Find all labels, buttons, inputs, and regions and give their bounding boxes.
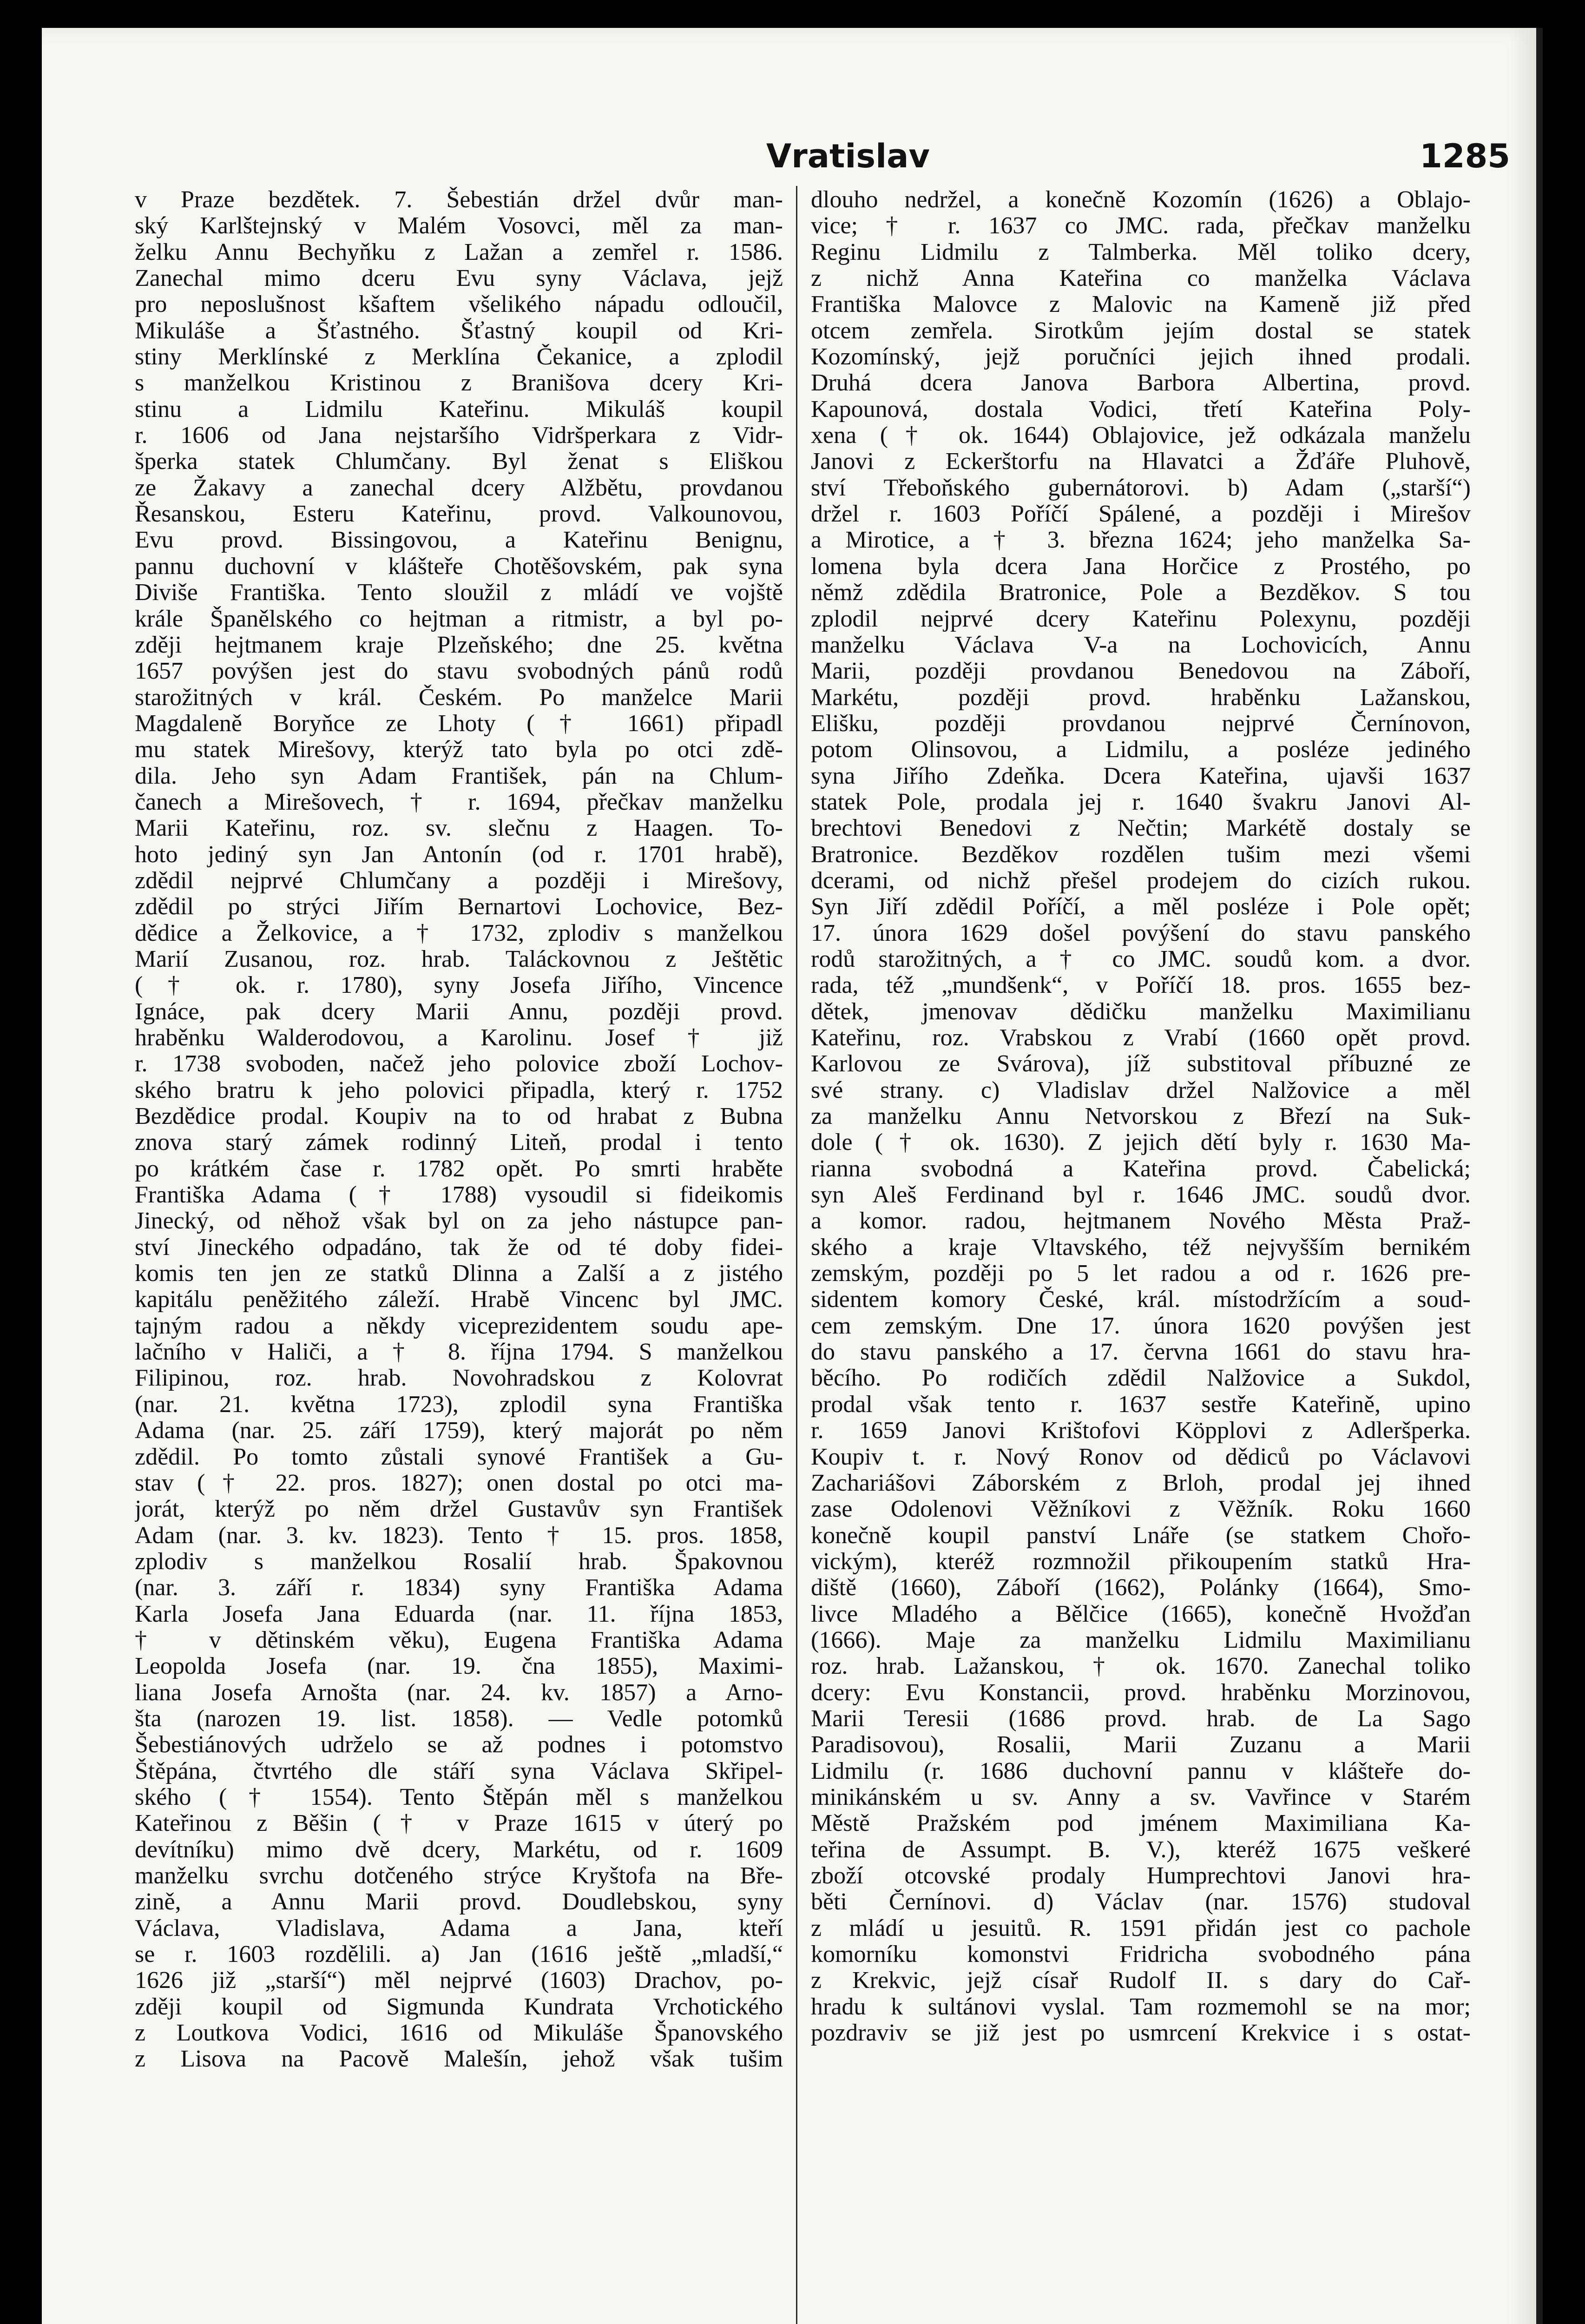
text-line: šta (narozen 19. list. 1858). — Vedle potomků — [135, 1705, 783, 1732]
text-line: Šebestiánových udrželo se až podnes i potomstvo — [135, 1732, 783, 1758]
text-line: vickým), kteréž rozmnožil přikoupením statků Hra- — [811, 1548, 1471, 1575]
text-line: ství Třeboňského gubernátorovi. b) Adam („starší“) — [811, 475, 1471, 501]
text-line: z Lisova na Pacově Malešín, jehož však tušim — [135, 2046, 783, 2073]
text-line: syna Jiřího Zdeňka. Dcera Kateřina, ujavši 1637 — [811, 763, 1471, 789]
text-line: (nar. 21. května 1723), zplodil syna Františka — [135, 1391, 783, 1418]
text-line: krále Španělského co hejtman a ritmistr, a byl po- — [135, 606, 783, 632]
text-line: sidentem komory České, král. místodržícím a soud- — [811, 1287, 1471, 1313]
text-line: a Mirotice, a † 3. března 1624; jeho manželka Sa- — [811, 527, 1471, 554]
text-line: brechtovi Benedovi z Nečtin; Markétě dostaly se — [811, 815, 1471, 842]
text-line: otcem zemřela. Sirotkům jejím dostal se statek — [811, 317, 1471, 344]
text-line: ský Karlštejnský v Malém Vosovci, měl za man- — [135, 213, 783, 239]
text-line: Magdaleně Boryňce ze Lhoty († 1661) připadl — [135, 710, 783, 737]
left-column — [135, 187, 783, 2073]
text-line: teřina de Assumpt. B. V.), kteréž 1675 veškeré — [811, 1836, 1471, 1863]
text-line: zplodiv s manželkou Rosalií hrab. Špakovnou — [135, 1548, 783, 1575]
text-line: r. 1659 Janovi Krištofovi Köpplovi z Adleršperka. — [811, 1418, 1471, 1444]
text-line: Františka Adama († 1788) vysoudil si fideikomis — [135, 1182, 783, 1208]
text-line: Marii Kateřinu, roz. sv. slečnu z Haagen. To- — [135, 815, 783, 842]
text-line: Jinecký, od něhož však byl on za jeho nástupce pan- — [135, 1208, 783, 1235]
text-line: v Praze bezdětek. 7. Šebestián držel dvůr man- — [135, 187, 783, 213]
text-line: Kozomínský, jejž poručníci jejich ihned prodali. — [811, 344, 1471, 370]
text-line: ského bratru k jeho polovici připadla, který r. 1752 — [135, 1077, 783, 1103]
text-line: z Krekvic, jejž císař Rudolf II. s dary do Cař- — [811, 1967, 1471, 1994]
text-line: s manželkou Kristinou z Branišova dcery Kri- — [135, 370, 783, 396]
text-line: běcího. Po rodičích zdědil Nalžovice a Sukdol, — [811, 1365, 1471, 1392]
text-line: rada, též „mundšenk“, v Poříčí 18. pros. 1655 bez- — [811, 972, 1471, 999]
text-line: dětek, jmenovav dědičku manželku Maximilianu — [811, 998, 1471, 1025]
text-line: Bezdědice prodal. Koupiv na to od hrabat z Bubna — [135, 1103, 783, 1130]
text-line: rianna svobodná a Kateřina provd. Čabelická; — [811, 1155, 1471, 1182]
text-line: Evu provd. Bissingovou, a Kateřinu Benignu, — [135, 527, 783, 554]
text-line: Kateřinou z Běšin († v Praze 1615 v úterý po — [135, 1810, 783, 1837]
text-line: cem zemským. Dne 17. února 1620 povýšen jest — [811, 1313, 1471, 1339]
text-line: dila. Jeho syn Adam František, pán na Chlum- — [135, 763, 783, 789]
text-line: Františka Malovce z Malovic na Kameně již před — [811, 291, 1471, 318]
text-line: zase Odolenovi Věžníkovi z Věžník. Roku 1660 — [811, 1496, 1471, 1523]
running-title: Vratislav — [766, 137, 930, 175]
text-line: Druhá dcera Janova Barbora Albertina, provd. — [811, 370, 1471, 396]
text-line: Ignáce, pak dcery Marii Annu, později provd. — [135, 998, 783, 1025]
text-line: Koupiv t. r. Nový Ronov od dědiců po Václavovi — [811, 1444, 1471, 1470]
text-line: zině, a Annu Marii provd. Doudlebskou, syny — [135, 1889, 783, 1915]
text-line: ského a kraje Vltavského, též nejvyšším bernikém — [811, 1234, 1471, 1261]
text-line: († ok. r. 1780), syny Josefa Jiřího, Vincence — [135, 972, 783, 999]
text-line: lomena byla dcera Jana Horčice z Prostého, po — [811, 553, 1471, 580]
text-line: 17. února 1629 došel povýšení do stavu panského — [811, 920, 1471, 946]
text-line: (nar. 3. září r. 1834) syny Františka Adama — [135, 1575, 783, 1601]
text-line: hraběnku Walderodovou, a Karolinu. Josef † již — [135, 1025, 783, 1051]
text-line: lačního v Haliči, a † 8. října 1794. S manželkou — [135, 1339, 783, 1366]
text-line: čanech a Mirešovech, † r. 1694, přečkav manželku — [135, 789, 783, 815]
column-divider — [796, 186, 797, 2324]
text-line: stinu a Lidmilu Kateřinu. Mikuláš koupil — [135, 396, 783, 423]
text-line: po krátkém čase r. 1782 opět. Po smrti hraběte — [135, 1155, 783, 1182]
right-column — [811, 187, 1471, 2046]
text-line: pannu duchovní v klášteře Chotěšovském, pak syna — [135, 553, 783, 580]
text-line: Diviše Františka. Tento sloužil z mládí ve vojště — [135, 580, 783, 606]
text-line: z nichž Anna Kateřina co manželka Václava — [811, 265, 1471, 292]
text-line: manželku Václava V-a na Lochovicích, Annu — [811, 632, 1471, 658]
text-line: dole († ok. 1630). Z jejich dětí byly r. 1630 Ma- — [811, 1129, 1471, 1156]
text-line: Kapounová, dostala Vodici, třetí Kateřina Poly- — [811, 396, 1471, 423]
text-line: němž zdědila Bratronice, Pole a Bezděkov. S tou — [811, 580, 1471, 606]
text-line: ského († 1554). Tento Štěpán měl s manželkou — [135, 1784, 783, 1810]
text-line: potom Olinsovou, a Lidmilu, a posléze jediného — [811, 737, 1471, 763]
text-line: manželku svrchu dotčeného strýce Kryštofa na Bře- — [135, 1863, 783, 1889]
text-line: dlouho nedržel, a konečně Kozomín (1626) a Oblajo- — [811, 187, 1471, 213]
text-line: Městě Pražském pod jménem Maximiliana Ka- — [811, 1810, 1471, 1837]
text-line: pozdraviv se již jest po usmrcení Krekvice i s ostat- — [811, 2020, 1471, 2047]
text-line: Marií Zusanou, roz. hrab. Taláckovnou z Ještětic — [135, 946, 783, 972]
text-line: hoto jediný syn Jan Antonín (od r. 1701 hrabě), — [135, 841, 783, 868]
text-line: xena († ok. 1644) Oblajovice, jež odkázala manželu — [811, 423, 1471, 449]
text-line: † v dětinském věku), Eugena Františka Adama — [135, 1627, 783, 1653]
text-line: Filipinou, roz. hrab. Novohradskou z Kolovrat — [135, 1365, 783, 1392]
text-line: znova starý zámek rodinný Liteň, prodal i tento — [135, 1129, 783, 1156]
text-line: Zachariášovi Záborském z Brloh, prodal jej ihned — [811, 1470, 1471, 1496]
text-line: ze Žakavy a zanechal dcery Alžbětu, provdanou — [135, 475, 783, 501]
text-line: Markétu, později provd. hraběnku Lažanskou, — [811, 684, 1471, 711]
text-line: Adama (nar. 25. září 1759), který majorát po něm — [135, 1418, 783, 1444]
text-line: šperka statek Chlumčany. Byl ženat s Eliškou — [135, 449, 783, 475]
text-line: statek Pole, prodala jej r. 1640 švakru Janovi Al- — [811, 789, 1471, 815]
text-line: Syn Jiří zdědil Poříčí, a měl posléze i Pole opět; — [811, 894, 1471, 920]
text-line: devítníku) mimo dvě dcery, Markétu, od r. 1609 — [135, 1836, 783, 1863]
text-line: zději koupil od Sigmunda Kundrata Vrchotického — [135, 1994, 783, 2020]
text-line: hradu k sultánovi vyslal. Tam rozmemohl se na mor; — [811, 1994, 1471, 2020]
text-line: starožitných v král. Českém. Po manželce Marii — [135, 684, 783, 711]
text-line: tajným radou a někdy viceprezidentem soudu ape- — [135, 1313, 783, 1339]
text-line: konečně koupil panství Lnáře (se statkem Chořo- — [811, 1522, 1471, 1549]
text-line: dcery: Evu Konstancii, provd. hraběnku Morzinovou, — [811, 1679, 1471, 1706]
text-line: Řesanskou, Esteru Kateřinu, provd. Valkounovou, — [135, 501, 783, 528]
text-line: Marii Teresii (1686 provd. hrab. de La Sago — [811, 1705, 1471, 1732]
text-line: Zanechal mimo dceru Evu syny Václava, jejž — [135, 265, 783, 292]
text-line: zdědil. Po tomto zůstali synové František a Gu- — [135, 1444, 783, 1470]
text-line: stav († 22. pros. 1827); onen dostal po otci ma- — [135, 1470, 783, 1496]
text-line: syn Aleš Ferdinand byl r. 1646 JMC. soudů dvor. — [811, 1182, 1471, 1208]
text-line: 1657 povýšen jest do stavu svobodných pánů rodů — [135, 658, 783, 685]
page-header — [186, 119, 1510, 174]
text-line: Elišku, později provdanou nejprvé Černínovon, — [811, 710, 1471, 737]
text-line: liana Josefa Arnošta (nar. 24. kv. 1857) a Arno- — [135, 1679, 783, 1706]
text-line: rodů starožitných, a † co JMC. soudů kom. a dvor. — [811, 946, 1471, 972]
text-line: ství Jineckého odpadáno, tak že od té doby fidei- — [135, 1234, 783, 1261]
text-line: stiny Merklínské z Merklína Čekanice, a zplodil — [135, 344, 783, 370]
text-line: Lidmilu (r. 1686 duchovní pannu v klášteře do- — [811, 1758, 1471, 1784]
text-line: livce Mladého a Bělčice (1665), konečně Hvožďan — [811, 1601, 1471, 1627]
text-line: Karlovou ze Svárova), jíž substitoval příbuzné ze — [811, 1051, 1471, 1077]
text-line: dcerami, od nichž přešel prodejem do cizích rukou. — [811, 867, 1471, 894]
text-line: zemským, později po 5 let radou a od r. 1626 pre- — [811, 1261, 1471, 1287]
text-line: Václava, Vladislava, Adama a Jana, kteří — [135, 1915, 783, 1941]
text-line: roz. hrab. Lažanskou, † ok. 1670. Zanechal toliko — [811, 1653, 1471, 1680]
text-line: držel r. 1603 Poříčí Spálené, a později i Mirešov — [811, 501, 1471, 528]
text-line: kapitálu peněžitého záleží. Hrabě Vincenc byl JMC. — [135, 1287, 783, 1313]
text-line: z Loutkova Vodici, 1616 od Mikuláše Španovského — [135, 2020, 783, 2047]
text-line: Marii, později provdanou Benedovou na Záboří, — [811, 658, 1471, 685]
text-line: komis ten jen ze statků Dlinna a Zalší a z jistého — [135, 1261, 783, 1287]
text-line: Paradisovou), Rosalii, Marii Zuzanu a Marii — [811, 1732, 1471, 1758]
text-line: a komor. radou, hejtmanem Nového Města Praž- — [811, 1208, 1471, 1235]
text-line: za manželku Annu Netvorskou z Březí na Suk- — [811, 1103, 1471, 1130]
text-line: 1626 již „starší“) měl nejprvé (1603) Drachov, po- — [135, 1967, 783, 1994]
text-line: mu statek Mirešovy, kterýž tato byla po otci zdě- — [135, 737, 783, 763]
text-line: dědice a Želkovice, a † 1732, zplodiv s manželkou — [135, 920, 783, 946]
text-line: své strany. c) Vladislav držel Nalžovice a měl — [811, 1077, 1471, 1103]
text-line: zboží otcovské prodaly Humprechtovi Janovi hra- — [811, 1863, 1471, 1889]
text-line: prodal však tento r. 1637 sestře Kateřině, upino — [811, 1391, 1471, 1418]
text-line: zplodil nejprvé dcery Kateřinu Polexynu, později — [811, 606, 1471, 632]
text-line: Reginu Lidmilu z Talmberka. Měl toliko dcery, — [811, 239, 1471, 265]
text-line: pro neposlušnost kšaftem všelikého nápadu odloučil, — [135, 291, 783, 318]
text-line: jorát, kterýž po něm držel Gustavův syn František — [135, 1496, 783, 1523]
text-line: Janovi z Eckerštorfu na Hlavatci a Žďáře Pluhově, — [811, 449, 1471, 475]
text-line: zdědil nejprvé Chlumčany a později i Mirešovy, — [135, 867, 783, 894]
text-line: běti Černínovi. d) Václav (nar. 1576) studoval — [811, 1889, 1471, 1915]
text-line: Mikuláše a Šťastného. Šťastný koupil od Kri- — [135, 317, 783, 344]
text-line: (1666). Maje za manželku Lidmilu Maximilianu — [811, 1627, 1471, 1653]
text-line: z mládí u jesuitů. R. 1591 přidán jest co pachole — [811, 1915, 1471, 1941]
text-line: Štěpána, čtvrtého dle stáří syna Václava Skřipel- — [135, 1758, 783, 1784]
text-line: Kateřinu, roz. Vrabskou z Vrabí (1660 opět provd. — [811, 1025, 1471, 1051]
text-line: Adam (nar. 3. kv. 1823). Tento † 15. pros. 1858, — [135, 1522, 783, 1549]
text-line: do stavu panského a 17. června 1661 do stavu hra- — [811, 1339, 1471, 1366]
text-line: r. 1738 svoboden, načež jeho polovice zboží Lochov- — [135, 1051, 783, 1077]
text-line: Karla Josefa Jana Eduarda (nar. 11. října 1853, — [135, 1601, 783, 1627]
text-line: zdědil po strýci Jiřím Bernartovi Lochovice, Bez- — [135, 894, 783, 920]
text-line: želku Annu Bechyňku z Lažan a zemřel r. 1586. — [135, 239, 783, 265]
text-line: diště (1660), Záboří (1662), Polánky (1664), Smo- — [811, 1575, 1471, 1601]
text-line: Leopolda Josefa (nar. 19. čna 1855), Maximi- — [135, 1653, 783, 1680]
text-line: se r. 1603 rozdělili. a) Jan (1616 ještě „mladší,“ — [135, 1941, 783, 1968]
text-line: zději hejtmanem kraje Plzeňského; dne 25. května — [135, 632, 783, 658]
text-line: r. 1606 od Jana nejstaršího Vidršperkara z Vidr- — [135, 423, 783, 449]
text-line: komorníku komonstvi Fridricha svobodného pána — [811, 1941, 1471, 1968]
text-line: vice; † r. 1637 co JMC. rada, přečkav manželku — [811, 213, 1471, 239]
text-line: minikánském u sv. Anny a sv. Vavřince v Starém — [811, 1784, 1471, 1810]
page-number: 1285 — [1420, 137, 1510, 175]
text-line: Bratronice. Bezděkov rozdělen tušim mezi všemi — [811, 841, 1471, 868]
